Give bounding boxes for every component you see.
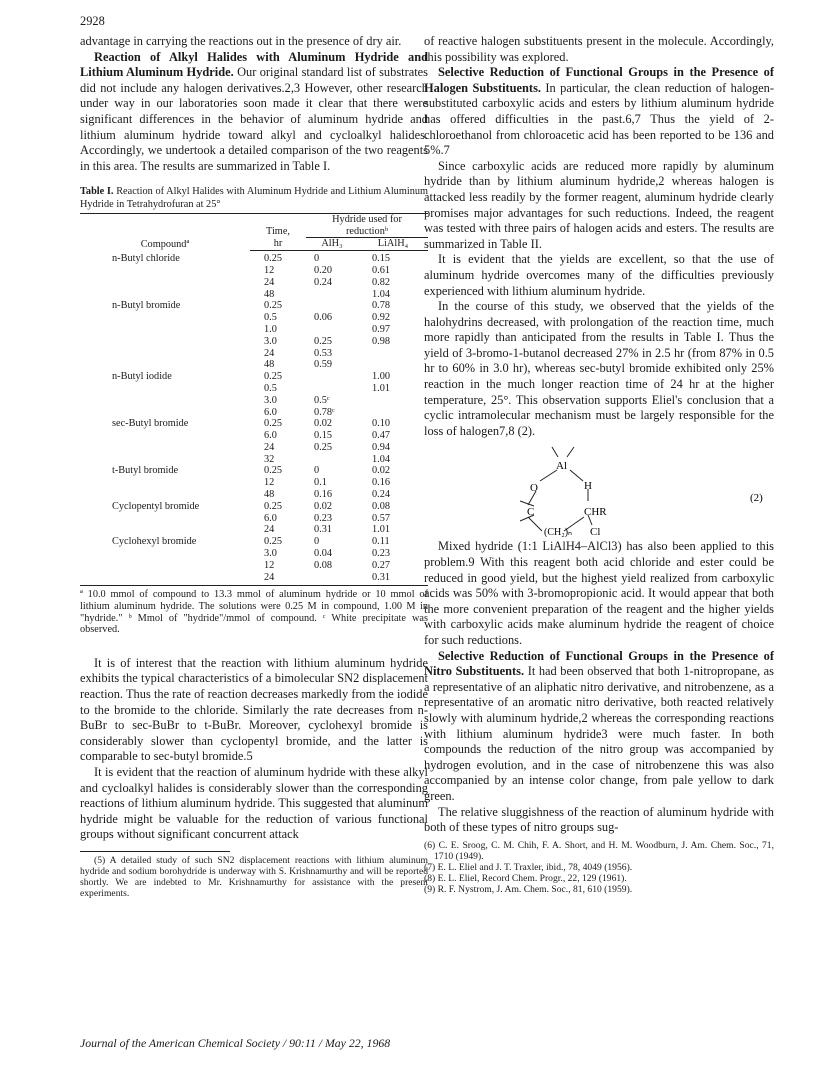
journal-footer: Journal of the American Chemical Society / 90:11 / May 22, 1968: [80, 1036, 391, 1050]
cell-compound: [80, 454, 250, 466]
cell-time: 32: [264, 453, 275, 465]
cell-compound: t-Butyl bromide: [112, 465, 179, 477]
chr-group: CHR: [584, 506, 607, 519]
table-title: Reaction of Alkyl Halides with Aluminum Hydride and Lithium Aluminum Hydride in Tetrahydrofuran at 25°: [80, 186, 429, 210]
reference-list: [424, 840, 774, 895]
cell-compound: Cyclopentyl bromide: [112, 500, 200, 512]
section-heading: Selective Reduction of Functional Groups in the Presence of Nitro Substituents.: [424, 648, 774, 679]
cell-alh3: 0.53: [314, 347, 333, 359]
cell-time: 0.5: [264, 382, 277, 394]
section-reaction-alkyl-halides: [80, 50, 428, 175]
col-lialh4: LiAlH₄: [358, 238, 428, 251]
cell-lialh4: 0.08: [372, 500, 391, 512]
col-hydride: Hydride used for: [306, 213, 428, 225]
cell-time: 48: [264, 288, 275, 300]
cell-alh3: 0.1: [314, 477, 327, 489]
table-row: [80, 442, 428, 454]
cell-lialh4: [358, 348, 428, 360]
cell-time: 0.5: [264, 312, 277, 324]
cell-compound: [80, 359, 250, 371]
cell-lialh4: 0.92: [372, 312, 391, 324]
cell-compound: [80, 289, 250, 301]
cell-compound: [80, 442, 250, 454]
cell-alh3: [306, 572, 358, 586]
cell-lialh4: [358, 395, 428, 407]
table-row: [80, 336, 428, 348]
cell-alh3: 0.04: [314, 548, 333, 560]
cell-alh3: 0.08: [314, 559, 333, 571]
cell-compound: [80, 477, 250, 489]
cell-alh3: 0.16: [314, 489, 333, 501]
section-heading: Reaction of Alkyl Halides with Aluminum Hydride and Lithium Aluminum Hydride.: [80, 49, 428, 80]
cell-lialh4: 1.04: [372, 288, 391, 300]
cell-time: 12: [264, 477, 275, 489]
cell-alh3: 0.23: [314, 512, 333, 524]
cell-lialh4: 0.16: [372, 477, 391, 489]
cell-compound: [80, 560, 250, 572]
cell-compound: n-Butyl bromide: [112, 300, 181, 312]
cell-alh3: [306, 324, 358, 336]
cell-lialh4: [358, 359, 428, 371]
table-row: [80, 489, 428, 501]
cell-compound: [80, 383, 250, 395]
cell-compound: [80, 489, 250, 501]
cell-lialh4: 1.04: [372, 453, 391, 465]
cell-lialh4: 0.15: [372, 253, 391, 265]
ch2n-group: (CH₂)ₙ: [544, 527, 573, 538]
table-row: [80, 348, 428, 360]
cell-time: 0.25: [264, 253, 283, 265]
c-atom: C: [527, 506, 535, 519]
table-footnote: ª 10.0 mmol of compound to 13.3 mmol of aluminum hydride or 10 mmol of lithium aluminum hydride. The solutions were 0.25 M in compound, 1.00 M in "hydride." ᵇ Mmol of "hydride"/mmol of compound. ᶜ White precipitate was observed.: [80, 589, 428, 636]
paragraph: In the course of this study, we observed that the yields of the halohydrins decreased, with prolongation of the reaction time, much more rapidly than anticipated from the results in Table I. Thus the yield of 3-bromo-1-butanol decreased 27% in 2.5 hr (from 87% in 0.5 hr to 60% in 3.0 hr), whereas sec-butyl bromide exhibited only 25% reaction in the much longer reaction time of 24 hr at the higher temperature, 25°. This observation supports Eliel's conclusion that a cyclic intramolecular mechanism must be largely responsible for the loss of halogen7,8 (2).: [424, 299, 774, 438]
cell-time: 24: [264, 347, 275, 359]
table-row: [80, 312, 428, 324]
cell-alh3: [306, 300, 358, 312]
table-row: [80, 560, 428, 572]
cell-time: 0.25: [264, 418, 283, 430]
col-hydride-2: reductionᵇ: [306, 226, 428, 238]
cell-lialh4: 0.57: [372, 512, 391, 524]
cell-lialh4: 1.00: [372, 371, 391, 383]
cell-time: 3.0: [264, 394, 277, 406]
cyclic-mechanism-structure: [424, 443, 774, 537]
cell-time: 12: [264, 264, 275, 276]
table-row: [80, 251, 428, 265]
equation-number: (2): [750, 492, 763, 505]
right-column: [424, 34, 774, 895]
h-atom: H: [584, 480, 592, 493]
paragraph: Our original standard list of substrates did not include any halogen derivatives.2,3 However, other research under way in our laboratories soon made it clear that there were significant differences in the behavior of aluminum hydride and lithium aluminum hydride toward alkyl and cycloalkyl halides. Accordingly, we undertook a detailed comparison of the two reagents in this area. The results are summarized in Table I.: [80, 65, 428, 173]
table-row: [80, 324, 428, 336]
cell-time: 0.25: [264, 536, 283, 548]
col-time: Time,: [266, 226, 290, 238]
cell-time: 0.25: [264, 371, 283, 383]
cell-time: 3.0: [264, 548, 277, 560]
cell-lialh4: 0.27: [372, 559, 391, 571]
table-label: Table I.: [80, 186, 114, 198]
cell-lialh4: 0.31: [358, 572, 428, 586]
cell-time: 0.25: [264, 465, 283, 477]
cell-compound: [80, 348, 250, 360]
cell-time: 6.0: [264, 430, 277, 442]
cell-alh3: [306, 454, 358, 466]
cell-time: 24: [264, 441, 275, 453]
reference-item: (9) R. F. Nystrom, J. Am. Chem. Soc., 81, 610 (1959).: [424, 884, 633, 896]
cell-alh3: 0: [314, 536, 320, 548]
cell-lialh4: 0.11: [372, 536, 390, 548]
cell-lialh4: 0.94: [372, 441, 391, 453]
table-caption: [80, 186, 428, 210]
cell-time: 12: [264, 559, 275, 571]
cell-time: 6.0: [264, 406, 277, 418]
table-row: [80, 277, 428, 289]
footnote-5: (5) A detailed study of such SN2 displacement reactions with lithium aluminum hydride and sodium borohydride is underway with S. Krishnamurthy and will be reported shortly. We are indebted to Mr. Krishnamurthy for assistance with the present experiments.: [80, 854, 428, 899]
cell-time: 24: [264, 524, 275, 536]
al-atom: Al: [556, 460, 567, 473]
section-heading: Selective Reduction of Functional Groups in the Presence of Halogen Substituents.: [424, 65, 774, 95]
cell-alh3: 0.59: [314, 359, 333, 371]
cell-compound: [80, 312, 250, 324]
cell-alh3: 0: [314, 465, 320, 477]
cell-lialh4: 0.10: [372, 418, 391, 430]
cell-time: 24: [264, 276, 275, 288]
cell-lialh4: 0.23: [372, 548, 391, 560]
section-halogen-substituents: [424, 65, 774, 159]
footnote-rule: [80, 851, 230, 852]
cell-lialh4: 0.97: [372, 323, 391, 335]
section-nitro-substituents: [424, 649, 774, 805]
paragraph: Mixed hydride (1:1 LiAlH4–AlCl3) has also been applied to this problem.9 With this reagent both acid chloride and ester could be reduced in good yield, but the highest yield realized from carboxylic acids was 50% with 3-bromopropionic acid. It would appear that both the more convenient preparation of the reagent and the higher yields with carboxylic acids make aluminum hydride the reagent of choice for such reductions.: [424, 539, 774, 647]
paragraph: The relative sluggishness of the reaction of aluminum hydride with both of these types of nitro groups sug-: [424, 804, 774, 835]
cell-alh3: 0.25: [314, 335, 333, 347]
cell-alh3: 0.24: [314, 276, 333, 288]
table-row: [80, 524, 428, 536]
o-atom: O: [530, 482, 538, 495]
col-time-hr: hr: [250, 238, 306, 251]
table-row: [80, 465, 428, 477]
reference-item: (7) E. L. Eliel and J. T. Traxler, ibid., 78, 4049 (1956).: [424, 861, 633, 873]
cell-compound: [80, 513, 250, 525]
table-row: [80, 383, 428, 395]
cell-compound: [80, 395, 250, 407]
table-row: [80, 548, 428, 560]
paragraph: of reactive halogen substituents present in the molecule. Accordingly, this possibility was explored.: [424, 34, 774, 64]
table-row: [80, 572, 428, 586]
table-row: [80, 454, 428, 466]
cell-lialh4: 0.02: [372, 465, 391, 477]
table-row: [80, 395, 428, 407]
cell-alh3: 0.02: [314, 418, 333, 430]
table-row: [80, 359, 428, 371]
cell-lialh4: 0.61: [372, 264, 391, 276]
cell-compound: [80, 548, 250, 560]
cell-time: 24: [250, 572, 306, 586]
paragraph: It had been observed that both 1-nitropropane, as a representative of an aliphatic nitro derivative, and nitrobenzene, as a representative of an aromatic nitro derivative, both reacted relatively slowly with aluminum hydride,2 whereas the corresponding reactions with lithium aluminum hydride3 were much faster. In both compounds the reduction of the nitro group was accompanied by hydrogen evolution, and in the case of nitrobenzene this was also accompanied by an intense color change, from pale yellow to dark green.: [424, 664, 774, 803]
cell-lialh4: 1.01: [372, 524, 391, 536]
cell-time: 48: [264, 489, 275, 501]
cell-lialh4: 0.24: [372, 489, 391, 501]
paragraph: Since carboxylic acids are reduced more rapidly by aluminum hydride than by lithium aluminum hydride,2 whereas halogen is attacked less readily by the former reagent, aluminum hydride clearly promises major advantages for such reductions. Indeed, the reagent was tested with three pairs of halogen acids and esters. The results are summarized in Table II.: [424, 158, 774, 251]
cell-compound: [80, 324, 250, 336]
cell-alh3: 0.15: [314, 430, 333, 442]
cell-alh3: 0.02: [314, 500, 333, 512]
reference-item: (6) C. E. Sroog, C. M. Chih, F. A. Short, and H. M. Woodburn, J. Am. Chem. Soc., 71, 1710 (1949).: [424, 839, 774, 862]
cell-alh3: 0.25: [314, 441, 333, 453]
table-row: [80, 407, 428, 419]
cell-compound: [80, 407, 250, 419]
cell-alh3: [306, 383, 358, 395]
col-time-a: [250, 213, 306, 225]
table-row: [80, 371, 428, 383]
cell-alh3: 0: [314, 253, 320, 265]
cell-compound: [80, 572, 250, 586]
paragraph: It is of interest that the reaction with lithium aluminum hydride exhibits the typical characteristics of a bimolecular SN2 displacement reaction. Thus the rate of reaction decreases markedly from the iodide to the bromide to the chloride. Similarly the rate decreases from n-BuBr to sec-BuBr to t-BuBr. Moreover, cyclohexyl bromide is considerably slower than cyclopentyl bromide, and the latter is comparable to sec-butyl bromide.5: [80, 655, 428, 764]
cell-time: 3.0: [264, 335, 277, 347]
cell-time: 0.25: [264, 300, 283, 312]
paragraph: It is evident that the yields are excellent, so that the use of aluminum hydride overcomes many of the difficulties previously experienced with lithium aluminum hydride.: [424, 252, 774, 298]
table-row: [80, 265, 428, 277]
cl-atom: Cl: [590, 526, 601, 538]
cell-alh3: 0.20: [314, 264, 333, 276]
paragraph: In particular, the clean reduction of halogen-substituted carboxylic acids and esters by lithium aluminum hydride has offered difficulties in the past.6,7 Thus the yield of 2-chloroethanol from chloroacetic acid has been reported to be 136 and 5%.7: [424, 80, 774, 158]
cell-time: 1.0: [264, 323, 277, 335]
cell-compound: Cyclohexyl bromide: [112, 536, 197, 548]
structure-2: [424, 443, 774, 537]
table-row: [80, 418, 428, 430]
cell-compound: [80, 430, 250, 442]
cell-time: 0.25: [264, 500, 283, 512]
table-row: [80, 536, 428, 548]
cell-lialh4: 1.01: [372, 382, 391, 394]
cell-lialh4: 0.82: [372, 276, 391, 288]
table-row: [80, 501, 428, 513]
cell-time: 48: [264, 359, 275, 371]
cell-compound: [80, 265, 250, 277]
left-column: [80, 34, 428, 899]
col-alh3: AlH₃: [306, 238, 358, 251]
col-compound: Compoundª: [80, 213, 250, 250]
table-row: [80, 430, 428, 442]
cell-lialh4: 0.47: [372, 430, 391, 442]
cell-time: 6.0: [264, 512, 277, 524]
cell-alh3: 0.5ᶜ: [314, 394, 330, 406]
table-row: [80, 513, 428, 525]
cell-alh3: 0.78ᶜ: [314, 406, 335, 418]
reference-item: (8) E. L. Eliel, Record Chem. Progr., 22, 129 (1961).: [424, 873, 627, 884]
cell-compound: n-Butyl iodide: [112, 371, 172, 383]
cell-compound: [80, 524, 250, 536]
table-row: [80, 300, 428, 312]
cell-alh3: 0.06: [314, 312, 333, 324]
cell-compound: n-Butyl chloride: [112, 252, 180, 264]
cell-alh3: [306, 371, 358, 383]
page-number: 2928: [80, 14, 105, 28]
table-1: [80, 213, 428, 587]
paragraph: It is evident that the reaction of aluminum hydride with these alkyl and cycloalkyl halides is considerably slower than the corresponding reactions of lithium aluminum hydride. This suggested that aluminum hydride might be valuable for the reduction of various functional groups without significant concurrent attack: [80, 764, 428, 842]
cell-lialh4: 0.98: [372, 335, 391, 347]
table-row: [80, 477, 428, 489]
cell-alh3: [306, 289, 358, 301]
cell-compound: [80, 336, 250, 348]
cell-compound: sec-Butyl bromide: [112, 418, 189, 430]
cell-alh3: 0.31: [314, 524, 333, 536]
cell-compound: [80, 277, 250, 289]
cell-lialh4: 0.78: [372, 300, 391, 312]
table-row: [80, 289, 428, 301]
cell-lialh4: [358, 407, 428, 419]
paragraph: advantage in carrying the reactions out in the presence of dry air.: [80, 34, 402, 48]
